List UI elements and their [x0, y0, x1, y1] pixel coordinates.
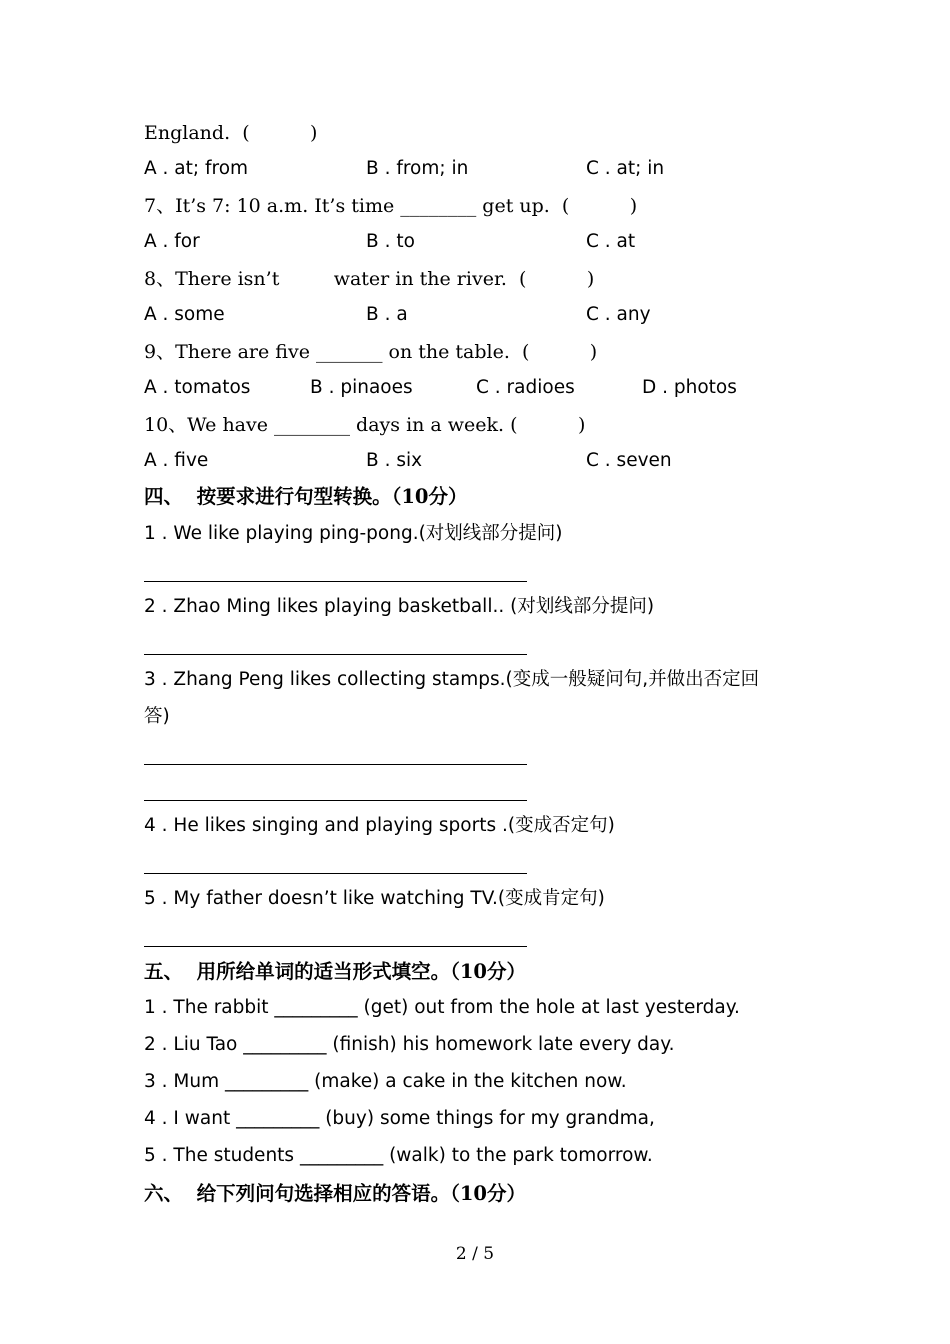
answer-line	[144, 873, 527, 874]
q7-option-a: A . for	[144, 231, 200, 252]
section-4-heading: 四、 按要求进行句型转换。（10分）	[144, 485, 468, 508]
question-8-stem: 8、There isn’t water in the river. ( )	[144, 268, 595, 290]
question-7-stem: 7、It’s 7: 10 a.m. It’s time ________ get up. ( )	[144, 195, 638, 217]
q8-option-c: C . any	[586, 304, 651, 325]
page-number: 2 / 5	[455, 1244, 495, 1264]
q10-option-c: C . seven	[586, 450, 672, 471]
section-5-item-4: 4 . I want _________ (buy) some things for my grandma,	[144, 1108, 655, 1129]
q9-option-a: A . tomatos	[144, 377, 251, 398]
section-5-item-2: 2 . Liu Tao _________ (finish) his homework late every day.	[144, 1034, 675, 1055]
q10-option-a: A . five	[144, 450, 209, 471]
answer-line	[144, 764, 527, 765]
section-4-item-1: 1 . We like playing ping-pong.(对划线部分提问)	[144, 523, 563, 544]
section-4-item-4: 4 . He likes singing and playing sports .(变成否定句)	[144, 815, 615, 836]
section-5-item-3: 3 . Mum _________ (make) a cake in the kitchen now.	[144, 1071, 627, 1092]
q9-option-d: D . photos	[642, 377, 737, 398]
q7-option-b: B . to	[366, 231, 415, 252]
section-4-item-2: 2 . Zhao Ming likes playing basketball.. (对划线部分提问)	[144, 596, 655, 617]
answer-line	[144, 581, 527, 582]
q6-option-b: B . from; in	[366, 158, 469, 179]
question-9-stem: 9、There are five _______ on the table. ( )	[144, 341, 598, 363]
q9-option-b: B . pinaoes	[310, 377, 413, 398]
section-5-item-5: 5 . The students _________ (walk) to the park tomorrow.	[144, 1145, 653, 1166]
section-6-heading: 六、 给下列问句选择相应的答语。（10分）	[144, 1182, 526, 1205]
answer-line	[144, 946, 527, 947]
q10-option-b: B . six	[366, 450, 423, 471]
q8-option-b: B . a	[366, 304, 408, 325]
section-5-item-1: 1 . The rabbit _________ (get) out from the hole at last yesterday.	[144, 997, 740, 1018]
section-4-item-3: 3 . Zhang Peng likes collecting stamps.(变成一般疑问句,并做出否定回	[144, 669, 760, 690]
answer-line	[144, 800, 527, 801]
q6-option-a: A . at; from	[144, 158, 249, 179]
q7-option-c: C . at	[586, 231, 636, 252]
q8-option-a: A . some	[144, 304, 225, 325]
q6-option-c: C . at; in	[586, 158, 665, 179]
question-6-continuation: England. ( )	[144, 122, 318, 144]
section-5-heading: 五、 用所给单词的适当形式填空。（10分）	[144, 960, 526, 983]
section-4-item-3-cont: 答)	[144, 706, 170, 727]
section-4-item-5: 5 . My father doesn’t like watching TV.(变成肯定句)	[144, 888, 605, 909]
question-10-stem: 10、We have ________ days in a week. ( )	[144, 414, 586, 436]
answer-line	[144, 654, 527, 655]
q9-option-c: C . radioes	[476, 377, 575, 398]
